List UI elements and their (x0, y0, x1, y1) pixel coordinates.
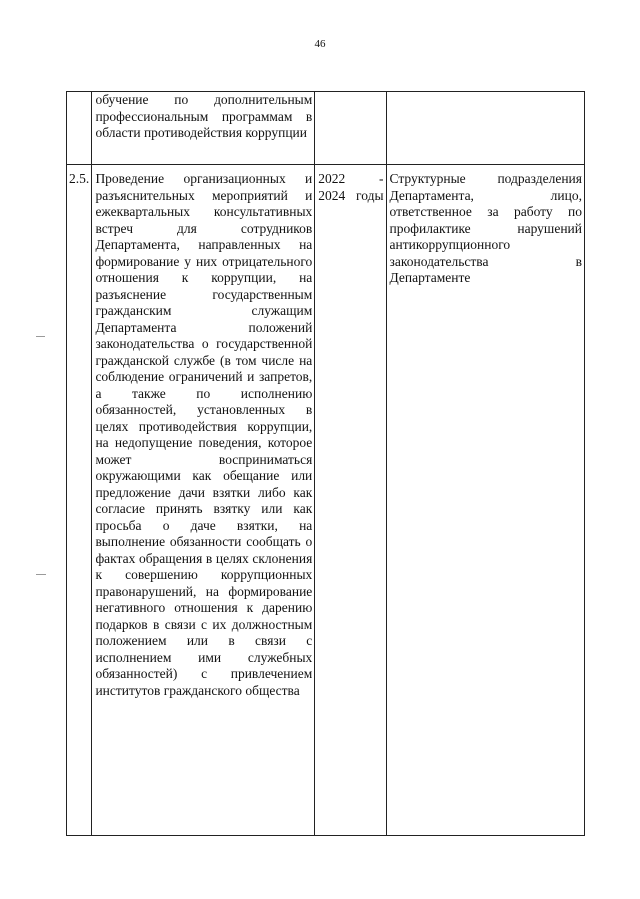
scan-mark (36, 574, 46, 575)
table-row (67, 92, 585, 165)
measure-description: Проведение организационных и разъяснительных мероприятий и ежеквартальных консультативных встреч для сотрудников Департамента, направленных на формирование у них отрицательного отношения к коррупции, на разъяснение государственным гражданским служащим Департамента положений законодательства о государственной гражданской службе (в том числе на соблюдение ограничений и запретов, а также по исполнению обязанностей, установленных в целях противодействия коррупции, на недопущение поведения, которое может восприниматься окружающими как обещание или предложение дачи взятки либо как согласие принять взятку или как просьба о даче взятки, на выполнение обязанности сообщать о фактах обращения в целях склонения к совершению коррупционных правонарушений, на формирование негативного отношения к дарению подарков в связи с их должностным положением или в связи с исполнением ими служебных обязанностей) с привлечением институтов гражданского общества (92, 165, 315, 836)
responsible-executors: Структурные подразделения Департамента, лицо, ответственное за работу по профилактике нарушений антикоррупционного законодательства в Департаменте (386, 165, 584, 836)
period-end: 2024 годы (318, 187, 384, 203)
period-start: 2022 (318, 171, 346, 186)
table-row (67, 165, 585, 836)
cell-period (315, 92, 386, 165)
row-number: 2.5. (67, 165, 92, 836)
period-line (318, 171, 383, 188)
cell-responsible (386, 92, 584, 165)
period-dash: - (379, 171, 384, 186)
cell-measure: обучение по дополнительным профессиональным программам в области противодействия коррупции (92, 92, 315, 165)
scan-mark (36, 336, 45, 337)
plan-table (66, 91, 585, 836)
implementation-period (315, 165, 386, 836)
page-number: 46 (314, 38, 326, 50)
cell-number (67, 92, 92, 165)
